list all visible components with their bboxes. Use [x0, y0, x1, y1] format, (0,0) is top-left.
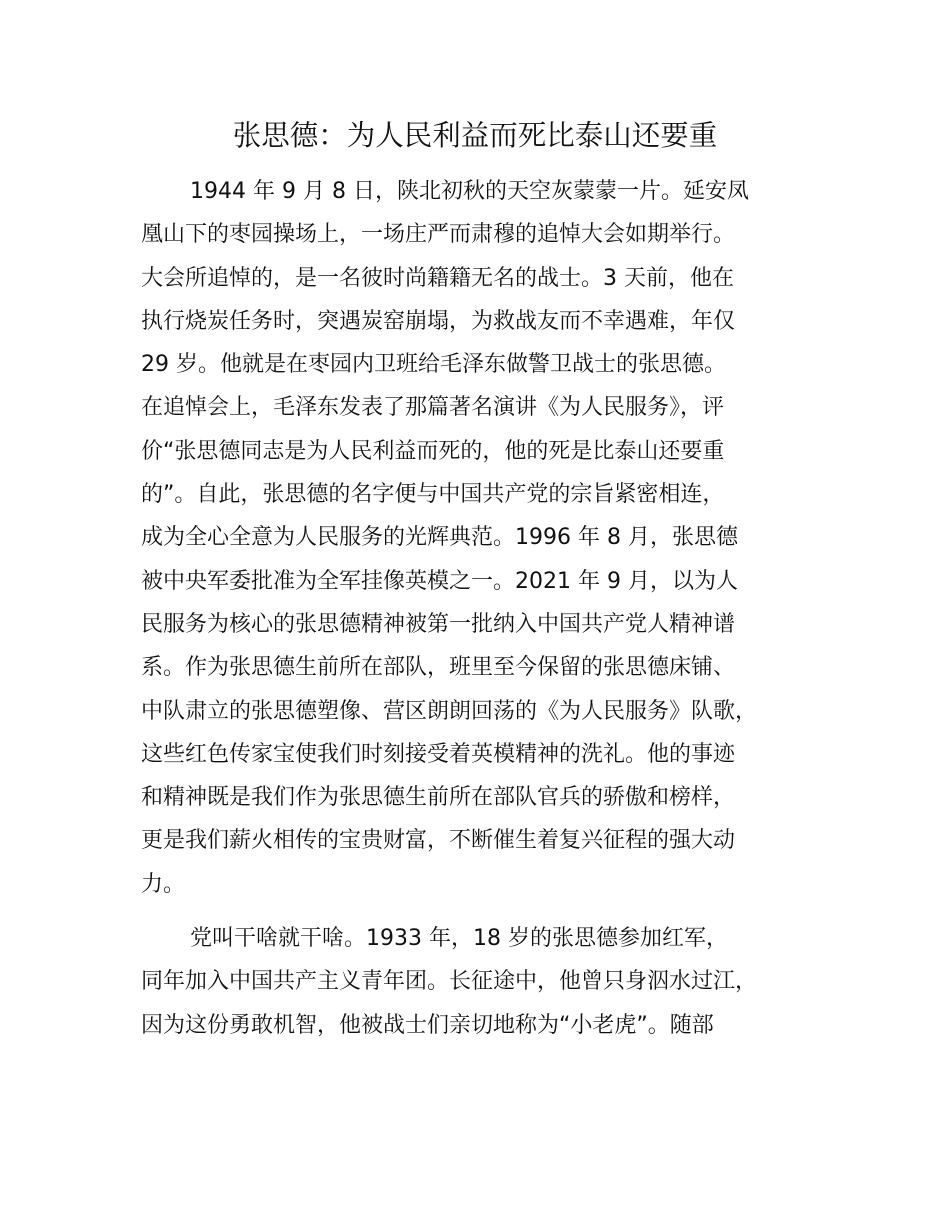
paragraph-line: 价“张思德同志是为人民利益而死的，他的死是比泰山还要重	[141, 438, 725, 464]
paragraph-line: 执行烧炭任务时，突遇炭窑崩塌，为救战友而不幸遇难，年仅	[141, 308, 736, 334]
paragraph-line: 凰山下的枣园操场上，一场庄严而肃穆的追悼大会如期举行。	[141, 222, 736, 248]
paragraph-line: 民服务为核心的张思德精神被第一批纳入中国共产党人精神谱	[141, 611, 736, 637]
paragraph-line: 这些红色传家宝使我们时刻接受着英模精神的洗礼。他的事迹	[141, 741, 736, 767]
paragraph-line: 1944 年 9 月 8 日，陕北初秋的天空灰蒙蒙一片。延安凤	[190, 179, 749, 204]
paragraph-line: 成为全心全意为人民服务的光辉典范。1996 年 8 月，张思德	[141, 525, 738, 551]
paragraph-line: 在追悼会上，毛泽东发表了那篇著名演讲《为人民服务》，评	[141, 395, 725, 421]
paragraph-line: 同年加入中国共产主义青年团。长征途中，他曾只身泅水过江，	[141, 969, 758, 995]
paragraph-line: 29 岁。他就是在枣园内卫班给毛泽东做警卫战士的张思德。	[141, 352, 726, 378]
paragraph-line: 党叫干啥就干啥。1933 年，18 岁的张思德参加红军，	[190, 926, 728, 951]
paragraph-line: 系。作为张思德生前所在部队，班里至今保留的张思德床铺、	[141, 655, 736, 681]
paragraph-1	[141, 170, 861, 906]
paragraph-line: 力。	[141, 871, 186, 897]
paragraph-line: 和精神既是我们作为张思德生前所在部队官兵的骄傲和榜样，	[141, 785, 736, 811]
paragraph-line: 因为这份勇敢机智，他被战士们亲切地称为“小老虎”。随部	[141, 1012, 714, 1038]
paragraph-2	[141, 917, 861, 1047]
paragraph-line: 的”。自此，张思德的名字便与中国共产党的宗旨紧密相连，	[141, 482, 725, 508]
document-title: 张思德：为人民利益而死比泰山还要重	[232, 119, 718, 152]
paragraph-line: 中队肃立的张思德塑像、营区朗朗回荡的《为人民服务》队歌，	[141, 698, 758, 724]
paragraph-line: 大会所追悼的，是一名彼时尚籍籍无名的战士。3 天前，他在	[141, 265, 734, 291]
paragraph-line: 更是我们薪火相传的宝贵财富，不断催生着复兴征程的强大动	[141, 828, 736, 854]
paragraph-line: 被中央军委批准为全军挂像英模之一。2021 年 9 月，以为人	[141, 568, 738, 594]
